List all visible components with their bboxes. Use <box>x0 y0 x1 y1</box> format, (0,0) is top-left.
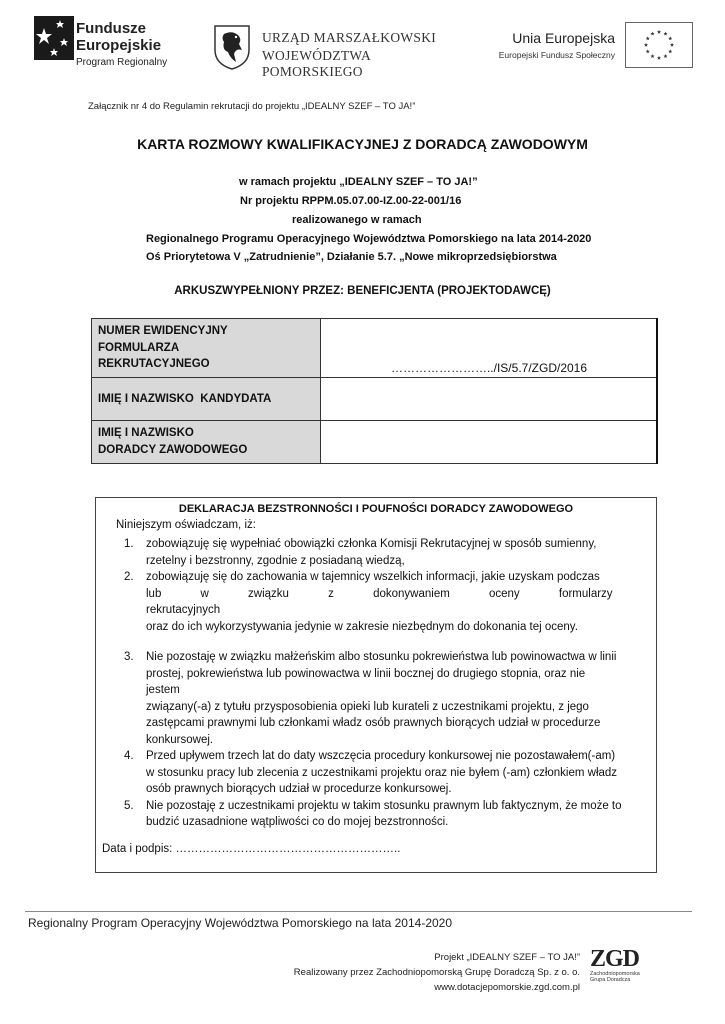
candidate-name-field[interactable] <box>321 378 658 421</box>
list-item-line: budzić uzasadnione wątpliwości co do mojej bezstronności. <box>146 816 449 828</box>
advisor-name-field[interactable] <box>321 421 658 464</box>
unia-europejska-logo <box>478 22 693 72</box>
fundusze-europejskie-logo <box>34 16 184 72</box>
list-item-line: Przed upływem trzech lat do daty wszczęcia procedury konkursowej nie pozostawałem(-am) <box>146 750 616 762</box>
ue-logo-line2: Europejski Fundusz Społeczny <box>498 50 615 60</box>
table-row <box>92 319 658 378</box>
table-border-shadow <box>656 318 658 464</box>
project-number: Nr projektu RPPM.05.07.00-IZ.00-22-001/16 <box>240 195 462 207</box>
list-item-line: prostej, pokrewieństwa lub powinowactwa w linii bocznej do drugiego stopnia, oraz nie <box>146 667 586 680</box>
eu-star-icon <box>644 43 648 47</box>
declaration-box <box>95 497 657 873</box>
table-label-cell <box>92 319 321 378</box>
ue-logo-line1: Unia Europejska <box>512 30 615 46</box>
list-item-line: osób prawnych biorących udział w procedurze konkursowej. <box>146 783 452 795</box>
date-signature-line[interactable]: Data i podpis: ………………………………………………….. <box>102 843 401 855</box>
annex-note: Załącznik nr 4 do Regulamin rekrutacji do projektu „IDEALNY SZEF – TO JA!” <box>88 101 416 112</box>
list-item-line: Nie pozostaję z uczestnikami projektu w takim stosunku prawnym lub faktycznym, że może to <box>146 799 622 812</box>
declaration-intro: Niniejszym oświadczam, iż: <box>116 519 256 531</box>
list-item-line: zastępcami prawnymi lub członkami władz osób prawnych biorących udział w procedurze <box>146 717 601 729</box>
form-number-label: FORMULARZA <box>98 341 180 354</box>
table-label-cell <box>92 421 321 464</box>
candidate-info-table <box>91 318 658 464</box>
program-name: Regionalnego Programu Operacyjnego Województwa Pomorskiego na lata 2014-2020 <box>146 233 592 245</box>
advisor-name-label: DORADCY ZAWODOWEGO <box>98 444 248 457</box>
list-item-line: zobowiązuję się wypełniać obowiązki członka Komisji Rekrutacyjnej w sposób sumienny, <box>146 538 597 550</box>
list-item-number: 1. <box>124 538 134 550</box>
list-item-number: 5. <box>124 799 134 812</box>
filled-by-heading: ARKUSZWYPEŁNIONY PRZEZ: BENEFICJENTA (PROJEKTODAWCĘ) <box>174 285 551 297</box>
eu-star-icon <box>663 32 667 36</box>
list-item <box>116 748 646 798</box>
priority-axis: Oś Priorytetowa V „Zatrudnienie”, Działanie 5.7. „Nowe mikroprzedsiębiorstwa <box>146 251 557 263</box>
fe-logo-line1: Fundusze <box>76 20 146 37</box>
document-title: KARTA ROZMOWY KWALIFIKACYJNEJ Z DORADCĄ ZAWODOWYM <box>137 136 588 152</box>
footer-realized-by: Realizowany przez Zachodniopomorską Grupę Doradczą Sp. z o. o. <box>293 967 580 978</box>
candidate-name-label: IMIĘ I NAZWISKO KANDYDATA <box>98 392 272 405</box>
eu-star-icon <box>670 43 674 47</box>
fe-logo-line3: Program Regionalny <box>76 57 168 68</box>
eu-star-icon <box>668 49 672 53</box>
list-item-line: zobowiązuję się do zachowania w tajemnicy wszelkich informacji, jakie uzyskam podczas <box>146 571 600 583</box>
form-number-label: REKRUTACYJNEGO <box>98 358 210 371</box>
zgd-logo-mark: ZGD <box>590 946 640 972</box>
eu-star-icon <box>650 32 654 36</box>
list-item <box>116 798 646 831</box>
footer-divider <box>25 911 692 912</box>
form-number-label: NUMER EWIDENCYJNY <box>98 325 228 337</box>
zgd-logo-sub: Zachodniopomorska <box>590 971 640 977</box>
eu-star-icon <box>646 49 650 53</box>
pomorskie-logo <box>212 24 462 79</box>
eu-star-icon <box>646 36 650 40</box>
table-row <box>92 421 658 464</box>
list-item <box>116 536 646 569</box>
list-item <box>116 569 646 635</box>
fe-logo-line2: Europejskie <box>76 37 162 54</box>
form-number-field[interactable]: ……………………../IS/5.7/ZGD/2016 <box>321 319 658 378</box>
footer-website-link[interactable]: www.dotacjepomorskie.zgd.com.pl <box>434 982 580 993</box>
project-info-line: realizowanego w ramach <box>292 214 422 226</box>
zgd-logo-sub: Grupa Doradcza <box>590 977 631 983</box>
list-item-line: jestem <box>146 684 180 696</box>
list-item-line: oraz do ich wykorzystywania jedynie w zakresie niezbędnym do dokonania tej oceny. <box>146 620 578 633</box>
advisor-name-label: IMIĘ I NAZWISKO <box>98 427 194 440</box>
eu-star-icon <box>668 36 672 40</box>
zgd-logo <box>590 947 650 987</box>
list-item-number: 4. <box>124 750 134 762</box>
list-item <box>116 649 646 748</box>
list-item-line: lub w związku z dokonywaniem oceny formularzy rekrutacyjnych <box>146 587 613 616</box>
eu-star-icon <box>663 54 667 58</box>
pomorskie-logo-line1: URZĄD MARSZAŁKOWSKI <box>262 30 437 45</box>
list-item-number: 2. <box>124 571 134 583</box>
fe-star-icon <box>34 16 74 60</box>
eu-flag-icon <box>625 22 693 68</box>
list-item-line: rzetelny i bezstronny, zgodnie z posiadaną wiedzą, <box>146 554 405 567</box>
declaration-title: DEKLARACJA BEZSTRONNOŚCI I POUFNOŚCI DORADCY ZAWODOWEGO <box>178 503 574 515</box>
footer-project-name: Projekt „IDEALNY SZEF – TO JA!” <box>434 952 580 963</box>
table-row <box>92 378 658 421</box>
declaration-list <box>116 536 646 831</box>
list-item-line: konkursowej. <box>146 733 214 746</box>
table-label-cell <box>92 378 321 421</box>
footer-project-info <box>294 950 580 995</box>
project-info-line: w ramach projektu „IDEALNY SZEF – TO JA!” <box>239 176 478 188</box>
list-item-number: 3. <box>124 651 134 663</box>
eu-star-icon <box>657 56 661 60</box>
pomorskie-logo-line2: WOJEWÓDZTWA POMORSKIEGO <box>262 48 371 79</box>
footer-program: Regionalny Program Operacyjny Województwa Pomorskiego na lata 2014-2020 <box>28 916 453 930</box>
griffin-coat-of-arms-icon <box>212 24 252 70</box>
list-item-line: w stosunku pracy lub zlecenia z uczestnikami projektu oraz nie byłem (-am) członkiem władz <box>146 766 618 779</box>
eu-star-icon <box>650 54 654 58</box>
eu-star-icon <box>657 30 661 34</box>
list-item-line: związany(-a) z tytułu przysposobienia opieki lub kurateli z uczestnikami projektu, z jego <box>146 700 589 713</box>
list-item-line: Nie pozostaję w związku małżeńskim albo stosunku pokrewieństwa lub powinowactwa w linii <box>146 651 617 663</box>
